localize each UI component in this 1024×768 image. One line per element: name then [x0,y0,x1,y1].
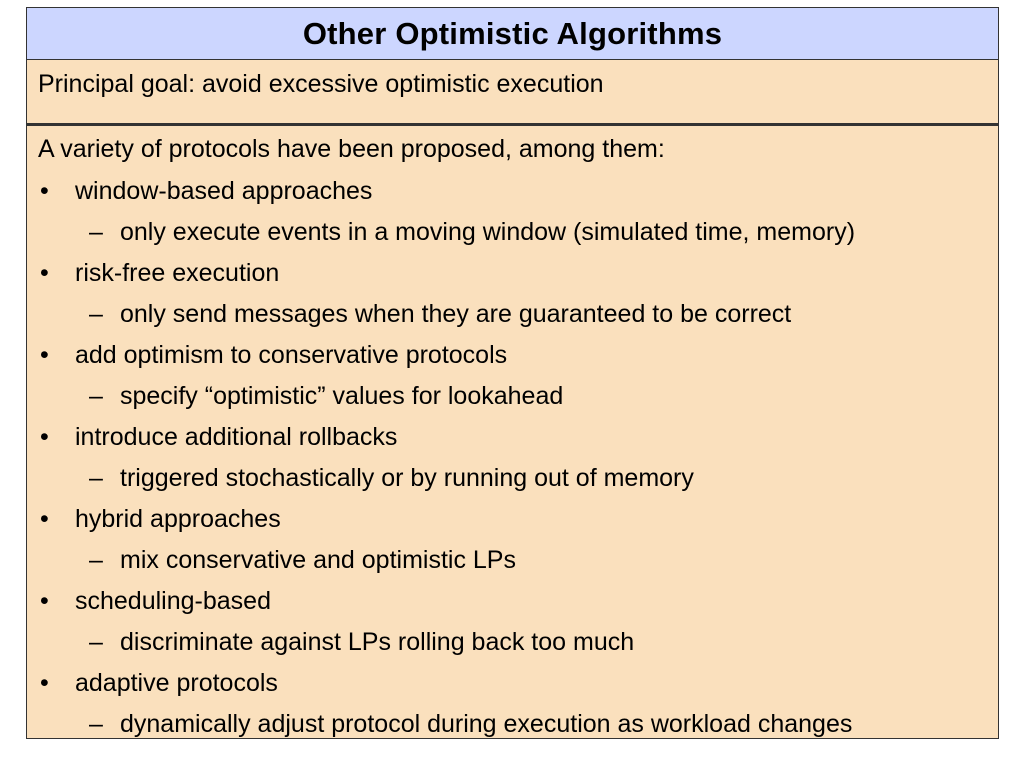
sub-item-text: only execute events in a moving window (simulated time, memory) [120,218,856,246]
bullet-text: adaptive protocols [75,669,278,697]
bullet-text: scheduling-based [75,587,271,615]
dash-icon: – [89,546,103,574]
slide [26,7,999,739]
dash-icon: – [89,628,103,656]
bullet-icon: • [40,587,49,615]
dash-icon: – [89,300,103,328]
bullet-icon: • [40,177,49,205]
bullet-icon: • [40,423,49,451]
goal-text: Principal goal: avoid excessive optimistic execution [38,70,604,98]
bullet-icon: • [40,669,49,697]
sub-item-text: mix conservative and optimistic LPs [120,546,516,574]
sub-item-text: triggered stochastically or by running out of memory [120,464,694,492]
dash-icon: – [89,710,103,738]
sub-item-text: specify “optimistic” values for lookahead [120,382,564,410]
bullet-icon: • [40,259,49,287]
goal-box [26,60,999,125]
bullet-text: window-based approaches [75,177,373,205]
dash-icon: – [89,464,103,492]
intro-text: A variety of protocols have been proposed, among them: [38,135,665,163]
bullet-text: risk-free execution [75,259,280,287]
sub-item-text: dynamically adjust protocol during execution as workload changes [120,710,853,738]
dash-icon: – [89,218,103,246]
bullet-text: introduce additional rollbacks [75,423,398,451]
sub-item-text: only send messages when they are guaranteed to be correct [120,300,792,328]
slide-title: Other Optimistic Algorithms [302,15,723,51]
dash-icon: – [89,382,103,410]
bullet-text: hybrid approaches [75,505,281,533]
bullet-icon: • [40,505,49,533]
bullet-text: add optimism to conservative protocols [75,341,508,369]
bullet-icon: • [40,341,49,369]
title-bar [26,7,999,60]
content-box [26,125,999,739]
sub-item-text: discriminate against LPs rolling back too much [120,628,635,656]
